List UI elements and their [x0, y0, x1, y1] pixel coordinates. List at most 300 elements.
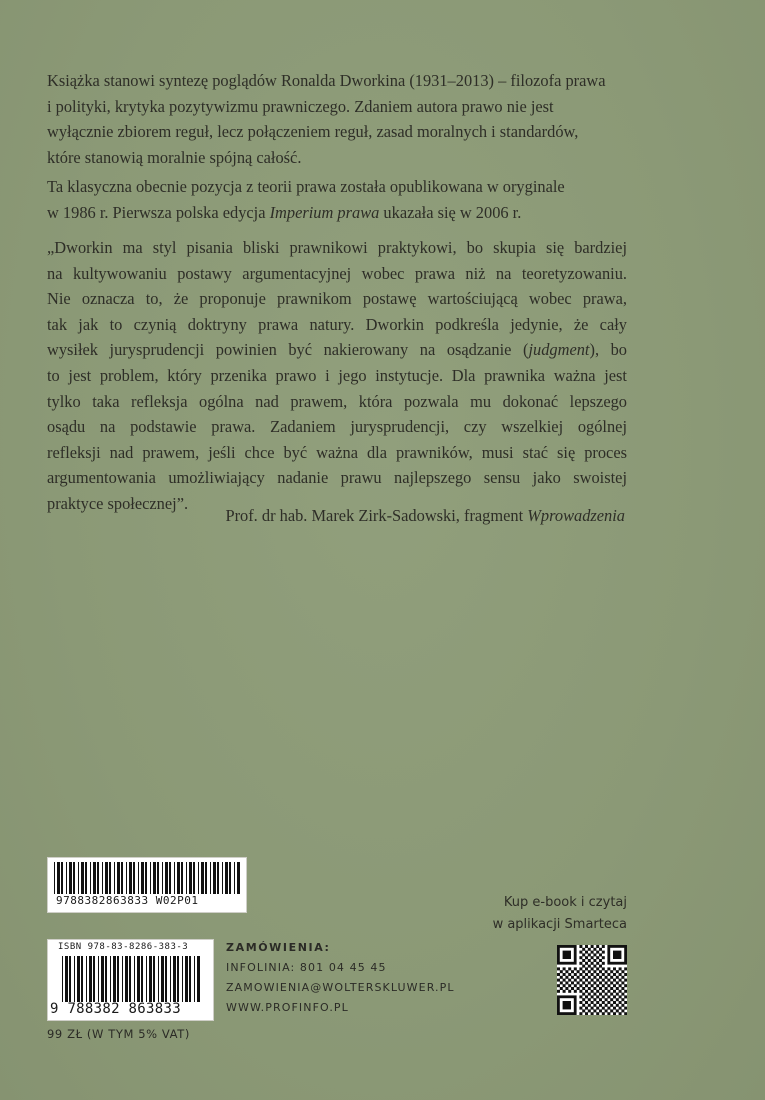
barcode-bar: [117, 956, 119, 1002]
qr-module: [577, 976, 580, 979]
barcode-bar: [174, 862, 175, 894]
barcode-bar: [198, 862, 199, 894]
barcode-bar: [66, 862, 67, 894]
barcode-bar: [81, 956, 83, 1002]
qr-module: [599, 959, 602, 962]
qr-module: [621, 993, 624, 996]
qr-module: [585, 984, 588, 987]
barcode-bar: [57, 862, 60, 894]
barcode-bar: [117, 862, 120, 894]
qr-module: [602, 979, 605, 982]
qr-module: [602, 1012, 605, 1015]
qr-module: [613, 967, 616, 970]
qr-module: [619, 967, 622, 970]
qr-module: [574, 967, 577, 970]
qr-module: [585, 967, 588, 970]
qr-module: [607, 967, 610, 970]
qr-module: [568, 967, 571, 970]
qr-module: [624, 990, 627, 993]
qr-module: [596, 951, 599, 954]
qr-module: [588, 993, 591, 996]
qr-module: [579, 995, 582, 998]
qr-module: [563, 990, 566, 993]
barcode-bar: [105, 862, 108, 894]
barcode-bar: [101, 956, 104, 1002]
qr-module: [591, 1007, 594, 1010]
qr-module: [602, 984, 605, 987]
qr-module: [610, 1004, 613, 1007]
qr-module: [563, 973, 566, 976]
qr-module: [579, 1007, 582, 1010]
barcode-bar: [153, 956, 155, 1002]
barcode-bar: [217, 862, 219, 894]
qr-module: [588, 953, 591, 956]
qr-module: [593, 998, 596, 1001]
qr-module: [577, 987, 580, 990]
barcode-bar: [65, 956, 68, 1002]
qr-module: [579, 945, 582, 948]
qr-module: [602, 990, 605, 993]
barcode-bar: [114, 862, 115, 894]
quote-paragraph: [47, 235, 627, 517]
qr-module: [582, 953, 585, 956]
barcode-bar: [165, 862, 168, 894]
barcode-bar: [150, 862, 151, 894]
qr-module: [610, 976, 613, 979]
barcode-bar: [181, 862, 183, 894]
qr-module: [605, 976, 608, 979]
qr-module: [599, 1009, 602, 1012]
qr-module: [593, 953, 596, 956]
qr-module: [596, 973, 599, 976]
qr-module: [571, 976, 574, 979]
qr-module: [613, 984, 616, 987]
barcode-bar: [237, 862, 240, 894]
qr-module: [579, 967, 582, 970]
qr-module: [613, 990, 616, 993]
barcode-bar: [229, 862, 231, 894]
qr-module: [588, 981, 591, 984]
qr-module: [579, 990, 582, 993]
barcode-bar: [173, 956, 176, 1002]
qr-module: [607, 990, 610, 993]
qr-module: [607, 995, 610, 998]
ebook-line-2: w aplikacji Smarteca: [492, 917, 627, 932]
p1-line-2: i polityki, krytyka pozytywizmu prawniczego. Zdaniem autora prawo nie jest: [47, 96, 554, 116]
qr-module: [607, 979, 610, 982]
qr-module: [577, 981, 580, 984]
attribution-work: Wprowadzenia: [527, 506, 625, 525]
barcode-bar: [153, 862, 156, 894]
qr-module: [596, 956, 599, 959]
qr-module: [607, 984, 610, 987]
quote-line: to jest problem, który przenika prawo i jego instytucje. Dla prawnika ważna jest: [47, 365, 627, 385]
qr-module: [607, 973, 610, 976]
qr-module: [607, 1001, 610, 1004]
qr-finder-center: [563, 1001, 571, 1009]
qr-module: [582, 976, 585, 979]
qr-module: [599, 981, 602, 984]
quote-line: argumentowania umożliwiający nadanie prawu najlepszego sensu jako swoistej: [47, 468, 627, 488]
barcode-bar: [74, 956, 75, 1002]
qr-module: [616, 998, 619, 1001]
barcode-bar: [121, 862, 123, 894]
barcode-bar: [161, 956, 164, 1002]
p1-line-3: wyłącznie zbiorem reguł, lecz połączeniem reguł, zasad moralnych i standardów,: [47, 122, 579, 142]
qr-module: [591, 945, 594, 948]
qr-module: [613, 1007, 616, 1010]
qr-module: [613, 1012, 616, 1015]
qr-module: [624, 1007, 627, 1010]
isbn-barcode-bars: [62, 956, 202, 1002]
qr-module: [593, 987, 596, 990]
quote-line-5-end: ), bo: [589, 340, 627, 360]
qr-module: [605, 998, 608, 1001]
barcode-bar: [122, 956, 123, 1002]
qr-module: [599, 993, 602, 996]
qr-module: [610, 981, 613, 984]
qr-module: [563, 979, 566, 982]
qr-module: [574, 979, 577, 982]
barcode-bar: [62, 956, 63, 1002]
qr-module: [596, 1001, 599, 1004]
qr-code-pattern: [557, 945, 627, 1015]
qr-module: [602, 967, 605, 970]
barcode-bar: [90, 862, 91, 894]
qr-module: [599, 953, 602, 956]
barcode-bar: [201, 862, 204, 894]
barcode-bar: [141, 862, 144, 894]
qr-module: [585, 973, 588, 976]
qr-module: [591, 956, 594, 959]
qr-module: [588, 976, 591, 979]
qr-module: [568, 990, 571, 993]
barcode-bar: [193, 862, 195, 894]
qr-module: [621, 1004, 624, 1007]
qr-module: [624, 1012, 627, 1015]
barcode-bar: [78, 862, 79, 894]
qr-module: [582, 987, 585, 990]
qr-module: [557, 973, 560, 976]
qr-module: [579, 1012, 582, 1015]
qr-module: [574, 973, 577, 976]
qr-module: [605, 993, 608, 996]
qr-module: [599, 965, 602, 968]
qr-module: [591, 979, 594, 982]
qr-module: [582, 970, 585, 973]
quote-attribution: [225, 503, 625, 528]
quote-line: Nie oznacza to, że proponuje prawnikom postawę wartościującą wobec prawa,: [47, 289, 627, 309]
barcode-bar: [177, 956, 179, 1002]
qr-module: [605, 1009, 608, 1012]
barcode-bar: [113, 956, 116, 1002]
qr-module: [624, 995, 627, 998]
orders-heading: ZAMÓWIENIA:: [226, 941, 331, 954]
qr-module: [588, 987, 591, 990]
qr-module: [582, 993, 585, 996]
barcode-bar: [54, 862, 55, 894]
quote-line: praktyce społecznej”.: [47, 493, 189, 513]
barcode-bar: [93, 862, 96, 894]
qr-module: [579, 984, 582, 987]
isbn-label: ISBN 978-83-8286-383-3: [58, 942, 189, 952]
qr-module: [588, 1009, 591, 1012]
qr-module: [599, 948, 602, 951]
qr-module: [591, 1012, 594, 1015]
barcode-bar: [110, 956, 111, 1002]
qr-module: [588, 959, 591, 962]
qr-module: [593, 976, 596, 979]
qr-module: [565, 981, 568, 984]
qr-module: [610, 970, 613, 973]
qr-module: [616, 987, 619, 990]
qr-module: [602, 995, 605, 998]
qr-module: [591, 962, 594, 965]
qr-module: [596, 995, 599, 998]
ebook-line-1: Kup e-book i czytaj: [503, 895, 627, 910]
barcode-bar: [146, 956, 147, 1002]
barcode-bar: [177, 862, 180, 894]
qr-module: [596, 962, 599, 965]
book-title: Imperium prawa: [269, 202, 380, 222]
qr-code: [557, 945, 627, 1015]
qr-module: [585, 945, 588, 948]
barcode-bar: [222, 862, 223, 894]
qr-module: [599, 998, 602, 1001]
qr-module: [591, 967, 594, 970]
qr-module: [596, 1012, 599, 1015]
barcode-bar: [194, 956, 195, 1002]
qr-module: [593, 1004, 596, 1007]
qr-module: [619, 1007, 622, 1010]
qr-module: [616, 1004, 619, 1007]
qr-module: [602, 1007, 605, 1010]
qr-module: [591, 1001, 594, 1004]
price-label: 99 ZŁ (W TYM 5% VAT): [47, 1027, 190, 1041]
barcode-bar: [69, 956, 71, 1002]
qr-module: [619, 973, 622, 976]
isbn-barcode-caption: 9 788382 863833: [50, 1001, 181, 1017]
barcode-bar: [109, 862, 111, 894]
qr-module: [585, 1012, 588, 1015]
quote-line-5-start: wysiłek jurysprudencji powinien być nakierowany na osądzanie (: [47, 340, 529, 360]
qr-module: [579, 979, 582, 982]
qr-module: [596, 945, 599, 948]
qr-module: [593, 1009, 596, 1012]
qr-module: [585, 990, 588, 993]
qr-module: [582, 998, 585, 1001]
barcode-bar: [234, 862, 235, 894]
barcode-bar: [158, 956, 159, 1002]
qr-module: [593, 965, 596, 968]
orders-info: [226, 938, 455, 1018]
qr-module: [613, 1001, 616, 1004]
qr-module: [621, 1009, 624, 1012]
qr-module: [619, 995, 622, 998]
qr-module: [596, 1007, 599, 1010]
barcode-bar: [61, 862, 63, 894]
qr-module: [602, 973, 605, 976]
qr-module: [565, 970, 568, 973]
qr-module: [624, 984, 627, 987]
p2-line-2-start: w 1986 r. Pierwsza polska edycja: [47, 202, 270, 222]
qr-module: [582, 1009, 585, 1012]
qr-module: [613, 995, 616, 998]
qr-module: [560, 981, 563, 984]
qr-module: [565, 987, 568, 990]
qr-module: [610, 987, 613, 990]
qr-module: [602, 956, 605, 959]
p2-line-1: Ta klasyczna obecnie pozycja z teorii prawa została opublikowana w oryginale: [47, 177, 565, 196]
qr-module: [602, 945, 605, 948]
qr-module: [624, 1001, 627, 1004]
barcode-bar: [185, 956, 188, 1002]
barcode-bar: [189, 956, 191, 1002]
qr-module: [602, 1001, 605, 1004]
qr-module: [599, 1004, 602, 1007]
qr-module: [574, 984, 577, 987]
barcode-bar: [69, 862, 72, 894]
qr-module: [582, 948, 585, 951]
barcode-bar: [81, 862, 84, 894]
qr-module: [624, 979, 627, 982]
barcode-top-caption: 9788382863833 W02P01: [56, 894, 199, 907]
qr-module: [585, 1007, 588, 1010]
barcode-bar: [149, 956, 152, 1002]
barcode-bar: [162, 862, 163, 894]
quote-line: na kultywowaniu postawy argumentacyjnej wobec prawa niż na teoretyzowaniu.: [47, 263, 627, 283]
qr-module: [593, 981, 596, 984]
quote-line: osądu na podstawie prawa. Zadaniem jurysprudencji, czy wszelkiej ogólnej: [47, 417, 627, 437]
qr-module: [574, 990, 577, 993]
qr-module: [588, 970, 591, 973]
qr-module: [588, 948, 591, 951]
qr-module: [579, 1001, 582, 1004]
qr-module: [568, 979, 571, 982]
qr-module: [619, 990, 622, 993]
qr-module: [582, 1004, 585, 1007]
barcode-bar: [157, 862, 159, 894]
qr-module: [557, 967, 560, 970]
qr-module: [613, 973, 616, 976]
barcode-bar: [129, 862, 132, 894]
barcode-bar: [210, 862, 211, 894]
qr-module: [571, 970, 574, 973]
qr-module: [591, 973, 594, 976]
qr-finder-center: [563, 951, 571, 959]
barcode-bar: [133, 862, 135, 894]
barcode-bar: [97, 862, 99, 894]
qr-module: [582, 965, 585, 968]
p2-line-2-end: ukazała się w 2006 r.: [379, 202, 522, 222]
barcode-bar: [169, 862, 171, 894]
qr-module: [621, 998, 624, 1001]
barcode-bar: [197, 956, 200, 1002]
qr-module: [599, 970, 602, 973]
barcode-top: [47, 857, 247, 913]
qr-module: [610, 998, 613, 1001]
barcode-bar: [225, 862, 228, 894]
barcode-bar: [170, 956, 171, 1002]
qr-module: [571, 987, 574, 990]
qr-module: [579, 956, 582, 959]
qr-module: [593, 970, 596, 973]
barcode-bar: [125, 956, 128, 1002]
barcode-bar: [134, 956, 135, 1002]
qr-module: [621, 981, 624, 984]
attribution-author: Prof. dr hab. Marek Zirk-Sadowski, fragment: [225, 506, 528, 525]
qr-module: [557, 990, 560, 993]
qr-module: [585, 956, 588, 959]
qr-module: [610, 993, 613, 996]
qr-module: [616, 976, 619, 979]
qr-module: [585, 1001, 588, 1004]
barcode-bar: [89, 956, 92, 1002]
barcode-bar: [182, 956, 183, 1002]
qr-module: [571, 981, 574, 984]
qr-module: [605, 981, 608, 984]
qr-module: [596, 990, 599, 993]
qr-module: [610, 1009, 613, 1012]
qr-module: [619, 1001, 622, 1004]
qr-module: [607, 1012, 610, 1015]
ebook-info: [493, 892, 627, 936]
qr-module: [596, 984, 599, 987]
qr-module: [619, 984, 622, 987]
orders-email: ZAMOWIENIA@WOLTERSKLUWER.PL: [226, 981, 455, 994]
qr-module: [557, 984, 560, 987]
barcode-bar: [165, 956, 167, 1002]
description-paragraph-2: [47, 174, 627, 225]
qr-module: [585, 962, 588, 965]
qr-module: [579, 962, 582, 965]
qr-module: [593, 959, 596, 962]
qr-module: [560, 970, 563, 973]
quote-line: „Dworkin ma styl pisania bliski prawnikowi praktykowi, bo skupia się bardziej: [47, 238, 627, 257]
qr-module: [624, 973, 627, 976]
qr-module: [579, 973, 582, 976]
barcode-bar: [145, 862, 147, 894]
barcode-bar: [98, 956, 99, 1002]
qr-module: [616, 970, 619, 973]
qr-module: [591, 984, 594, 987]
qr-module: [599, 976, 602, 979]
qr-module: [568, 984, 571, 987]
barcode-bar: [186, 862, 187, 894]
barcode-bar: [137, 956, 140, 1002]
qr-module: [557, 979, 560, 982]
barcode-bar: [105, 956, 107, 1002]
p1-line-4: które stanowią moralnie spójną całość.: [47, 147, 302, 167]
qr-module: [605, 1004, 608, 1007]
qr-module: [599, 987, 602, 990]
qr-module: [588, 1004, 591, 1007]
qr-module: [560, 987, 563, 990]
barcode-bar: [86, 956, 87, 1002]
qr-module: [616, 981, 619, 984]
qr-module: [624, 967, 627, 970]
barcode-bar: [77, 956, 80, 1002]
qr-module: [621, 976, 624, 979]
qr-module: [621, 970, 624, 973]
qr-module: [585, 979, 588, 982]
barcode-bar: [205, 862, 207, 894]
barcode-bar: [141, 956, 143, 1002]
quote-line: tak jak to czynią doktryny prawa natury. Dworkin podkreśla jedynie, że cały: [47, 314, 627, 334]
barcode-bar: [189, 862, 192, 894]
barcode-bar: [138, 862, 139, 894]
qr-module: [563, 984, 566, 987]
